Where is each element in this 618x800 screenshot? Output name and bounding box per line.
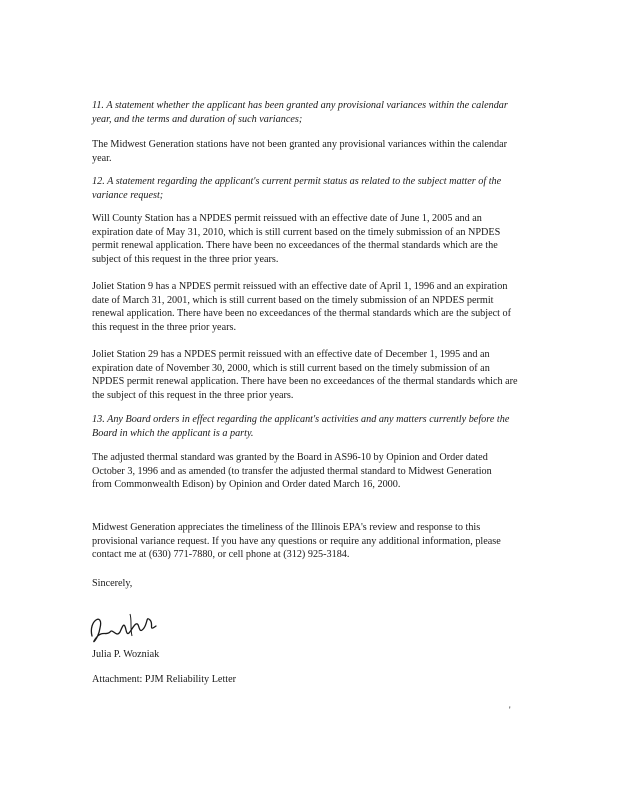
item-13-response: The adjusted thermal standard was granted by the Board in AS96-10 by Opinion and Order dated October 3, 1996 and as amended (to transfer the adjusted thermal standard to Midwest Generation from Commonwealth Edison) by Opinion and Order dated March 16, 2000. [92,452,492,491]
item-13-number: 13. [92,414,105,425]
closing-paragraph: Midwest Generation appreciates the timeliness of the Illinois EPA's review and response to this provisional variance request. If you have any questions or require any additional information, please contact me at (630) 771-7880, or cell phone at (312) 925-3184. [92,522,501,561]
will-county-paragraph: Will County Station has a NPDES permit reissued with an effective date of June 1, 2005 and an expiration date of May 31, 2010, which is still current based on the timely submission of an NPDES permit renewal application. There have been no exceedances of the thermal standards which are the subject of this request in the three prior years. [92,213,501,265]
item-12 [92,175,522,202]
item-11-response: The Midwest Generation stations have not been granted any provisional variances within the calendar year. [92,139,508,164]
joliet-9-paragraph: Joliet Station 9 has a NPDES permit reissued with an effective date of April 1, 1996 and an expiration date of March 31, 2001, which is still current based on the timely submission of an NPDES permit renewal application. There have been no exceedances of the thermal standards which are the subject of this request in the three prior years. [92,281,512,333]
attachment-line: Attachment: PJM Reliability Letter [92,674,237,685]
page-mark: ' [509,705,511,715]
item-13-text: Any Board orders in effect regarding the applicant's activities and any matters currently before the Board in which the applicant is a party. [92,414,510,439]
salutation: Sincerely, [92,578,133,589]
item-11-text: A statement whether the applicant has been granted any provisional variances within the calendar year, and the terms and duration of such variances; [92,100,508,125]
item-11-number: 11. [92,100,104,111]
joliet-29-paragraph: Joliet Station 29 has a NPDES permit reissued with an effective date of December 1, 1995 and an expiration date of November 30, 2000, which is still current based on the timely submission of an NPDES permit renewal application. There have been no exceedances of the thermal standards which are the subject of this request in the three prior years. [92,349,518,401]
signer-name: Julia P. Wozniak [92,649,160,660]
signature-image [86,606,160,652]
item-11 [92,99,512,126]
item-12-number: 12. [92,176,105,187]
item-13 [92,413,512,440]
item-12-text: A statement regarding the applicant's current permit status as related to the subject matter of the variance request; [92,176,502,201]
